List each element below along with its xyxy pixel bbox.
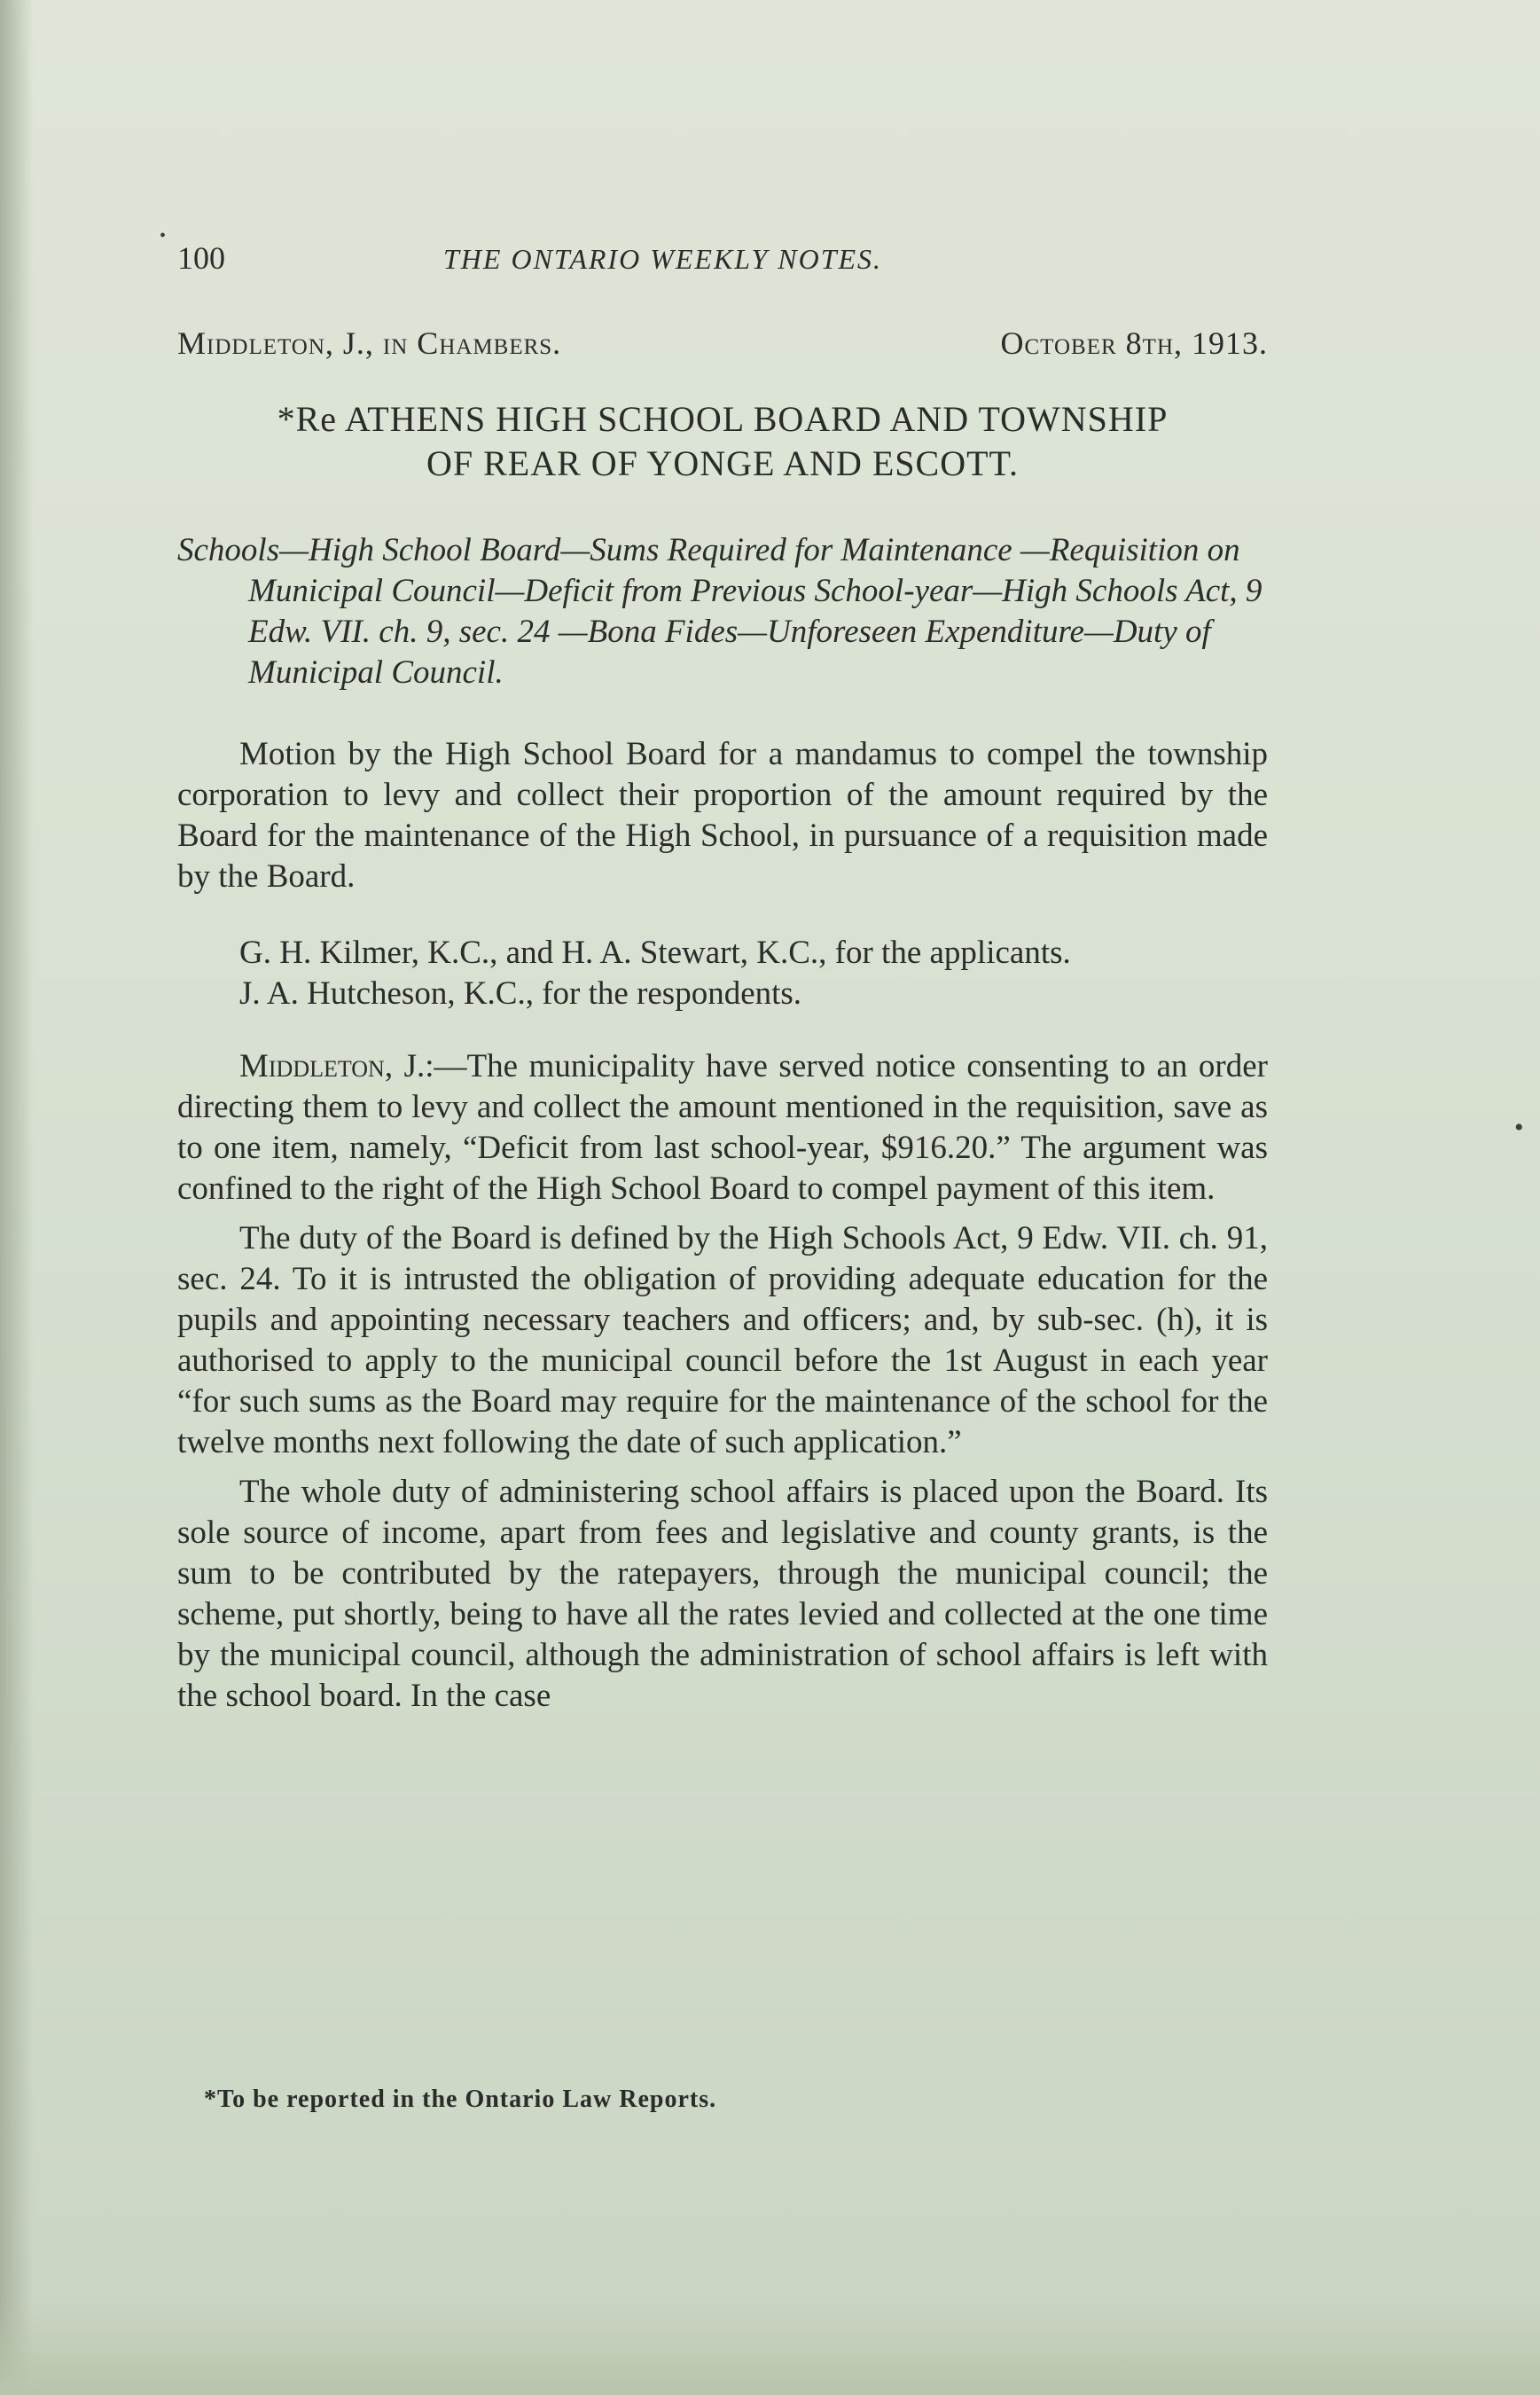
margin-mark: • bbox=[1514, 1113, 1524, 1142]
case-title bbox=[177, 397, 1268, 486]
judgment-date: October 8th, 1913. bbox=[1000, 325, 1268, 361]
judge-name: Middleton, J. bbox=[239, 1048, 426, 1084]
judgment-paragraph-1-text: :—The municipality have served notice consenting to an order directing them to levy and collect the amount mentioned in the requisition, save as to one item, namely, “Deficit from last school-year, $916.20.” The argument was confined to the right of the High School Board to compel payment of this item. bbox=[177, 1048, 1268, 1207]
judgment-paragraph-1 bbox=[177, 1046, 1268, 1209]
page-content bbox=[177, 239, 1268, 1726]
footnote: *To be reported in the Ontario Law Reports. bbox=[204, 2086, 717, 2113]
running-title: THE ONTARIO WEEKLY NOTES. bbox=[443, 243, 883, 275]
binding-shadow bbox=[0, 0, 34, 2395]
judge-chambers: Middleton, J., in Chambers. bbox=[177, 325, 562, 361]
court-line bbox=[177, 325, 1268, 362]
judgment-paragraph-3: The whole duty of administering school affairs is placed upon the Board. Its sole source of income, apart from fees and legislative and county grants, is the sum to be contributed by the ratepayers, through the municipal council; the scheme, put shortly, being to have all the rates levied and collected at the one time by the municipal council, although the administration of school affairs is left with the school board. In the case bbox=[177, 1474, 1268, 1714]
case-title-line-2: OF REAR OF YONGE AND ESCOTT. bbox=[426, 443, 1020, 483]
counsel-respondents: J. A. Hutcheson, K.C., for the respondents. bbox=[239, 975, 802, 1012]
counsel-block bbox=[177, 933, 1268, 1014]
headnote: Schools—High School Board—Sums Required for Maintenance —Requisition on Municipal Council—Deficit from Previous School-year—High Schools Act, 9 Edw. VII. ch. 9, sec. 24 —Bona Fides—Unforeseen Expenditure—Duty of Municipal Council. bbox=[177, 532, 1262, 691]
running-header bbox=[177, 239, 1268, 277]
motion-paragraph: Motion by the High School Board for a mandamus to compel the township corporation to levy and collect their proportion of the amount required by the Board for the maintenance of the High School, in pursuance of a requisition made by the Board. bbox=[177, 736, 1268, 895]
case-title-line-1: *Re ATHENS HIGH SCHOOL BOARD AND TOWNSHIP bbox=[277, 399, 1169, 439]
page-edge-shadow bbox=[0, 2297, 1540, 2395]
judgment-paragraph-2: The duty of the Board is defined by the High Schools Act, 9 Edw. VII. ch. 91, sec. 24. To it is intrusted the obligation of providing adequate education for the pupils and appointing necessary teachers and officers; and, by sub-sec. (h), it is authorised to apply to the municipal council before the 1st August in each year “for such sums as the Board may require for the maintenance of the school for the twelve months next following the date of such application.” bbox=[177, 1220, 1268, 1460]
counsel-applicants: G. H. Kilmer, K.C., and H. A. Stewart, K.C., for the applicants. bbox=[239, 935, 1071, 971]
margin-mark: • bbox=[160, 226, 167, 246]
page-number: 100 bbox=[177, 240, 225, 276]
